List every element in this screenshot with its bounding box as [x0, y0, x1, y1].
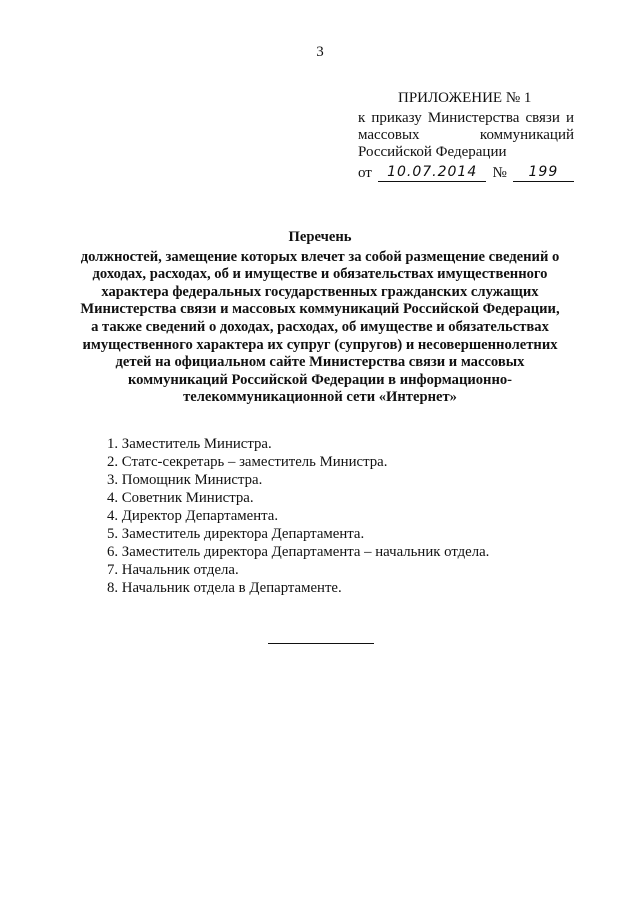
page-number: 3 [316, 44, 324, 60]
list-item: 4. Директор Департамента. [107, 508, 279, 524]
list-item: 5. Заместитель директора Департамента. [107, 526, 365, 542]
list-item: 1. Заместитель Министра. [107, 436, 272, 452]
title-line: должностей, замещение которых влечет за собой размещение сведений о [80, 248, 560, 265]
positions-list [107, 435, 489, 597]
document-title [40, 229, 600, 407]
order-line [358, 163, 574, 182]
title-line: коммуникаций Российской Федерации в информационно- [127, 371, 513, 388]
appendix-line: к приказу Министерства связи и [358, 110, 574, 126]
list-item: 3. Помощник Министра. [107, 472, 263, 488]
appendix-block [358, 90, 574, 182]
title-heading: Перечень [288, 229, 352, 245]
order-number-field: 199 [513, 163, 574, 182]
title-line: Министерства связи и массовых коммуникаций Российской Федерации, [80, 301, 560, 318]
list-item: 4. Советник Министра. [107, 490, 254, 506]
title-line: детей на официальном сайте Министерства связи и массовых [115, 354, 525, 371]
title-line: имущественного характера их супруг (супругов) и несовершеннолетних [82, 336, 558, 353]
title-line: характера федеральных государственных гражданских служащих [101, 283, 539, 300]
list-item: 7. Начальник отдела. [107, 562, 239, 578]
title-line: а также сведений о доходах, расходах, об имуществе и обязательствах [91, 318, 549, 335]
order-number-label: № [492, 165, 507, 181]
appendix-line: массовых коммуникаций [358, 127, 574, 143]
appendix-title: ПРИЛОЖЕНИЕ № 1 [398, 90, 532, 106]
order-date-field: 10.07.2014 [378, 163, 487, 182]
appendix-line: Российской Федерации [358, 144, 507, 160]
list-item: 6. Заместитель директора Департамента – начальник отдела. [107, 544, 490, 560]
title-line: телекоммуникационной сети «Интернет» [183, 389, 457, 406]
title-line: доходах, расходах, об и имуществе и обязательствах имущественного [92, 266, 548, 283]
order-from-label: от [358, 165, 372, 181]
list-item: 8. Начальник отдела в Департаменте. [107, 580, 342, 596]
list-item: 2. Статс-секретарь – заместитель Министра. [107, 454, 388, 470]
end-divider [268, 643, 374, 644]
